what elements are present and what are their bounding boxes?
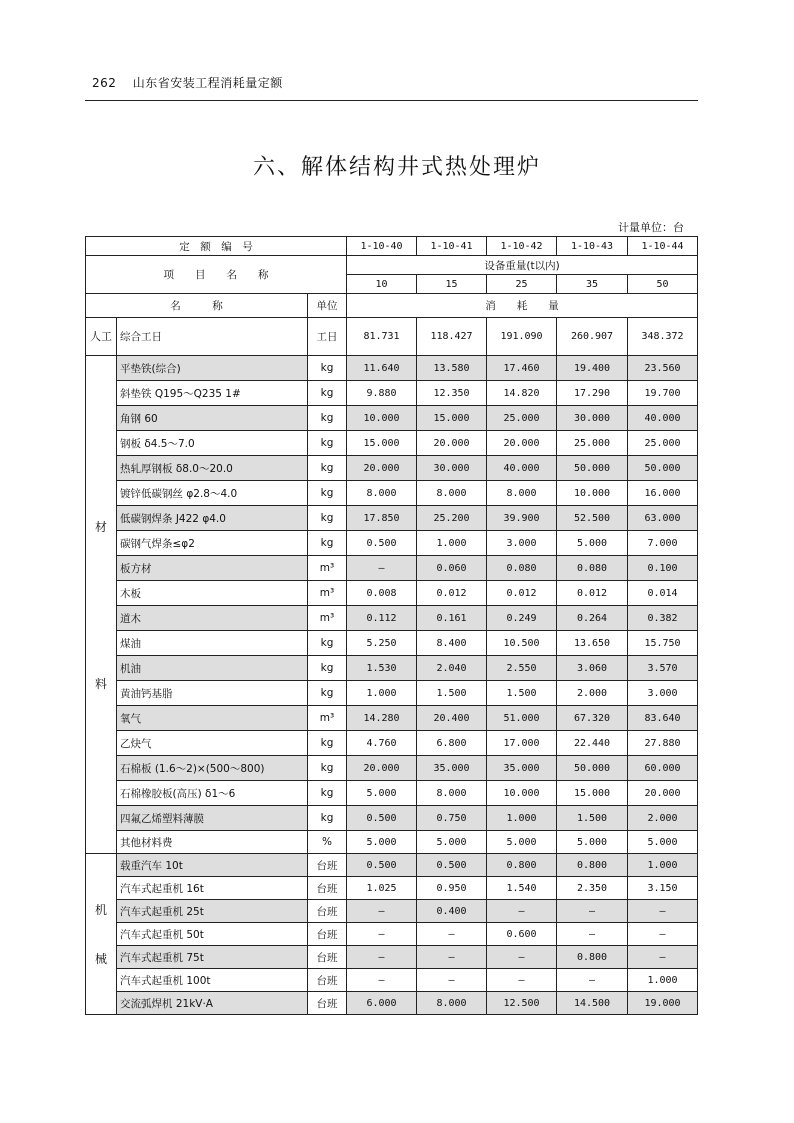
- item-value: 0.249: [487, 606, 557, 631]
- item-value: —: [628, 923, 698, 946]
- page-number: 262: [92, 76, 117, 90]
- item-value: 0.800: [557, 946, 628, 969]
- item-value: 7.000: [628, 531, 698, 556]
- weight-group-label: 设备重量(t以内): [347, 256, 698, 275]
- item-name: 乙炔气: [117, 731, 308, 756]
- item-value: 20.000: [347, 456, 417, 481]
- table-row: [86, 531, 698, 556]
- table-row: [86, 877, 698, 900]
- item-value: —: [487, 969, 557, 992]
- item-value: 2.350: [557, 877, 628, 900]
- item-name: 汽车式起重机 75t: [117, 946, 308, 969]
- item-value: 20.000: [417, 431, 487, 456]
- item-value: 19.000: [628, 992, 698, 1015]
- item-value: 8.400: [417, 631, 487, 656]
- item-unit: 台班: [308, 900, 347, 923]
- item-value: 8.000: [417, 992, 487, 1015]
- item-unit: kg: [308, 381, 347, 406]
- item-unit: kg: [308, 731, 347, 756]
- item-value: 50.000: [557, 756, 628, 781]
- section-title: 六、解体结构井式热处理炉: [252, 155, 541, 180]
- item-name: 镀锌低碳钢丝 φ2.8～4.0: [117, 481, 308, 506]
- item-name: 角钢 60: [117, 406, 308, 431]
- item-value: 5.000: [628, 831, 698, 854]
- quota-code: 1-10-40: [347, 237, 417, 256]
- item-value: —: [347, 969, 417, 992]
- item-value: 51.000: [487, 706, 557, 731]
- item-value: 0.400: [417, 900, 487, 923]
- table-row: [86, 381, 698, 406]
- item-value: 10.000: [487, 781, 557, 806]
- table-row: [86, 581, 698, 606]
- item-value: 15.750: [628, 631, 698, 656]
- table-row: [86, 923, 698, 946]
- item-value: 35.000: [417, 756, 487, 781]
- item-unit: kg: [308, 431, 347, 456]
- item-value: 1.000: [417, 531, 487, 556]
- item-value: 8.000: [417, 481, 487, 506]
- item-name: 黄油钙基脂: [117, 681, 308, 706]
- item-value: 4.760: [347, 731, 417, 756]
- item-value: 8.000: [487, 481, 557, 506]
- category-machinery-char: 械: [94, 952, 107, 966]
- item-name: 氧气: [117, 706, 308, 731]
- item-name: 平垫铁(综合): [117, 356, 308, 381]
- item-unit: 台班: [308, 946, 347, 969]
- table-row: [86, 631, 698, 656]
- item-unit: %: [308, 831, 347, 854]
- item-name: 石棉橡胶板(高压) δ1～6: [117, 781, 308, 806]
- item-unit: kg: [308, 681, 347, 706]
- item-value: 50.000: [557, 456, 628, 481]
- item-value: 0.500: [347, 854, 417, 877]
- item-value: 5.000: [487, 831, 557, 854]
- column-consumption-header: 消 耗 量: [347, 294, 698, 318]
- item-name: 综合工日: [117, 318, 308, 356]
- item-value: 0.161: [417, 606, 487, 631]
- item-unit: 工日: [308, 318, 347, 356]
- item-value: 0.600: [487, 923, 557, 946]
- item-value: 13.650: [557, 631, 628, 656]
- table-row: [86, 854, 698, 877]
- item-unit: kg: [308, 481, 347, 506]
- item-value: —: [628, 946, 698, 969]
- item-unit: kg: [308, 781, 347, 806]
- item-name-label: 项 目 名 称: [86, 256, 347, 294]
- item-value: 14.820: [487, 381, 557, 406]
- category-machinery: [86, 854, 117, 1015]
- item-value: 0.012: [557, 581, 628, 606]
- page-header: [92, 74, 283, 91]
- item-value: 17.460: [487, 356, 557, 381]
- item-unit: kg: [308, 756, 347, 781]
- item-value: 25.200: [417, 506, 487, 531]
- weight-value: 50: [628, 275, 698, 294]
- item-value: 12.350: [417, 381, 487, 406]
- item-value: 40.000: [487, 456, 557, 481]
- item-unit: 台班: [308, 854, 347, 877]
- item-value: 2.000: [557, 681, 628, 706]
- item-value: 1.530: [347, 656, 417, 681]
- item-value: 20.000: [487, 431, 557, 456]
- item-value: 0.950: [417, 877, 487, 900]
- item-value: 2.040: [417, 656, 487, 681]
- item-value: —: [347, 900, 417, 923]
- item-unit: 台班: [308, 877, 347, 900]
- item-unit: m³: [308, 581, 347, 606]
- item-value: 6.000: [347, 992, 417, 1015]
- item-value: 22.440: [557, 731, 628, 756]
- category-materials: [86, 356, 117, 854]
- item-value: —: [347, 923, 417, 946]
- item-value: 20.000: [347, 756, 417, 781]
- quota-code-label: 定 额 编 号: [86, 237, 347, 256]
- item-value: 0.100: [628, 556, 698, 581]
- item-value: 1.000: [347, 681, 417, 706]
- item-value: 0.012: [417, 581, 487, 606]
- item-value: 0.750: [417, 806, 487, 831]
- item-value: 1.540: [487, 877, 557, 900]
- weight-value: 25: [487, 275, 557, 294]
- item-value: 50.000: [628, 456, 698, 481]
- item-value: —: [417, 946, 487, 969]
- table-row: [86, 731, 698, 756]
- item-unit: m³: [308, 556, 347, 581]
- item-value: 0.080: [487, 556, 557, 581]
- item-value: 2.000: [628, 806, 698, 831]
- table-row: [86, 806, 698, 831]
- item-value: 0.800: [557, 854, 628, 877]
- table-row: [86, 318, 698, 356]
- item-value: 19.400: [557, 356, 628, 381]
- quota-table: [85, 236, 698, 1015]
- item-value: 0.500: [347, 531, 417, 556]
- item-value: 1.000: [628, 969, 698, 992]
- quota-code: 1-10-44: [628, 237, 698, 256]
- item-unit: 台班: [308, 923, 347, 946]
- table-row: [86, 606, 698, 631]
- item-value: 81.731: [347, 318, 417, 356]
- item-value: 10.000: [557, 481, 628, 506]
- item-value: 3.150: [628, 877, 698, 900]
- item-unit: 台班: [308, 969, 347, 992]
- table-row: [86, 681, 698, 706]
- item-value: 30.000: [417, 456, 487, 481]
- item-value: 19.700: [628, 381, 698, 406]
- table-row: [86, 506, 698, 531]
- table-row: [86, 946, 698, 969]
- item-name: 热轧厚钢板 δ8.0～20.0: [117, 456, 308, 481]
- item-name: 碳钢气焊条≤φ2: [117, 531, 308, 556]
- item-name: 斜垫铁 Q195～Q235 1#: [117, 381, 308, 406]
- item-unit: m³: [308, 706, 347, 731]
- item-value: 11.640: [347, 356, 417, 381]
- item-unit: kg: [308, 631, 347, 656]
- item-name: 低碳钢焊条 J422 φ4.0: [117, 506, 308, 531]
- item-value: 15.000: [417, 406, 487, 431]
- category-labor: 人工: [86, 318, 117, 356]
- item-value: 3.000: [628, 681, 698, 706]
- item-value: 17.000: [487, 731, 557, 756]
- item-value: 23.560: [628, 356, 698, 381]
- table-row: [86, 969, 698, 992]
- item-value: 1.500: [417, 681, 487, 706]
- item-value: 60.000: [628, 756, 698, 781]
- item-value: 63.000: [628, 506, 698, 531]
- item-value: 1.000: [487, 806, 557, 831]
- item-value: —: [487, 900, 557, 923]
- item-name: 木板: [117, 581, 308, 606]
- item-name: 交流弧焊机 21kV·A: [117, 992, 308, 1015]
- item-value: 10.500: [487, 631, 557, 656]
- item-value: 25.000: [487, 406, 557, 431]
- item-value: 5.000: [347, 831, 417, 854]
- item-unit: kg: [308, 406, 347, 431]
- item-value: 5.250: [347, 631, 417, 656]
- item-value: 0.264: [557, 606, 628, 631]
- item-value: 40.000: [628, 406, 698, 431]
- category-materials-char: 料: [94, 676, 107, 691]
- table-row: [86, 831, 698, 854]
- item-value: —: [557, 900, 628, 923]
- item-value: 15.000: [557, 781, 628, 806]
- item-unit: kg: [308, 456, 347, 481]
- item-value: 20.400: [417, 706, 487, 731]
- item-value: 15.000: [347, 431, 417, 456]
- item-value: 1.000: [628, 854, 698, 877]
- item-value: 0.500: [347, 806, 417, 831]
- item-value: 191.090: [487, 318, 557, 356]
- table-row: [86, 406, 698, 431]
- table-row: [86, 456, 698, 481]
- item-value: 9.880: [347, 381, 417, 406]
- item-unit: m³: [308, 606, 347, 631]
- item-value: 12.500: [487, 992, 557, 1015]
- item-unit: kg: [308, 806, 347, 831]
- item-value: 0.014: [628, 581, 698, 606]
- table-row: [86, 656, 698, 681]
- item-value: —: [628, 900, 698, 923]
- item-value: —: [557, 923, 628, 946]
- item-unit: kg: [308, 356, 347, 381]
- item-value: 67.320: [557, 706, 628, 731]
- item-value: 8.000: [347, 481, 417, 506]
- table-row: [86, 556, 698, 581]
- table-row: [86, 706, 698, 731]
- item-value: 0.800: [487, 854, 557, 877]
- item-value: 6.800: [417, 731, 487, 756]
- item-name: 汽车式起重机 25t: [117, 900, 308, 923]
- item-value: 118.427: [417, 318, 487, 356]
- item-value: 30.000: [557, 406, 628, 431]
- item-unit: kg: [308, 506, 347, 531]
- table-row: [86, 900, 698, 923]
- item-value: 83.640: [628, 706, 698, 731]
- item-value: 3.060: [557, 656, 628, 681]
- item-unit: kg: [308, 656, 347, 681]
- item-value: 5.000: [417, 831, 487, 854]
- item-name: 石棉板 (1.6～2)×(500～800): [117, 756, 308, 781]
- item-unit: 台班: [308, 992, 347, 1015]
- item-value: 1.500: [557, 806, 628, 831]
- item-value: —: [557, 969, 628, 992]
- item-unit: kg: [308, 531, 347, 556]
- item-name: 板方材: [117, 556, 308, 581]
- item-value: 16.000: [628, 481, 698, 506]
- item-name: 汽车式起重机 50t: [117, 923, 308, 946]
- category-machinery-char: 机: [94, 903, 107, 917]
- item-value: 27.880: [628, 731, 698, 756]
- book-title: 山东省安装工程消耗量定额: [132, 76, 283, 90]
- table-row: [86, 781, 698, 806]
- table-row: [86, 356, 698, 381]
- item-value: 14.280: [347, 706, 417, 731]
- item-value: 14.500: [557, 992, 628, 1015]
- weight-value: 10: [347, 275, 417, 294]
- item-value: —: [417, 923, 487, 946]
- item-value: 8.000: [417, 781, 487, 806]
- item-value: 0.500: [417, 854, 487, 877]
- item-name: 汽车式起重机 16t: [117, 877, 308, 900]
- table-row: [86, 992, 698, 1015]
- item-value: 1.500: [487, 681, 557, 706]
- item-value: 17.850: [347, 506, 417, 531]
- item-value: 25.000: [628, 431, 698, 456]
- category-materials-char: 材: [94, 519, 107, 534]
- item-name: 载重汽车 10t: [117, 854, 308, 877]
- item-value: 0.382: [628, 606, 698, 631]
- weight-value: 35: [557, 275, 628, 294]
- table-row: [86, 481, 698, 506]
- item-name: 汽车式起重机 100t: [117, 969, 308, 992]
- quota-code: 1-10-42: [487, 237, 557, 256]
- table-row: [86, 431, 698, 456]
- item-value: 0.060: [417, 556, 487, 581]
- unit-note: 计量单位：台: [618, 221, 684, 234]
- item-value: 52.500: [557, 506, 628, 531]
- item-value: 35.000: [487, 756, 557, 781]
- item-name: 煤油: [117, 631, 308, 656]
- table-row: [86, 756, 698, 781]
- item-value: 0.080: [557, 556, 628, 581]
- weight-value: 15: [417, 275, 487, 294]
- item-value: 348.372: [628, 318, 698, 356]
- item-value: 13.580: [417, 356, 487, 381]
- item-value: 0.008: [347, 581, 417, 606]
- item-value: —: [347, 556, 417, 581]
- item-value: 5.000: [557, 831, 628, 854]
- item-value: 25.000: [557, 431, 628, 456]
- item-name: 道木: [117, 606, 308, 631]
- column-unit-header: 单位: [308, 294, 347, 318]
- item-name: 四氟乙烯塑料薄膜: [117, 806, 308, 831]
- item-value: 39.900: [487, 506, 557, 531]
- item-value: 5.000: [347, 781, 417, 806]
- item-value: 10.000: [347, 406, 417, 431]
- item-value: 0.112: [347, 606, 417, 631]
- item-value: 260.907: [557, 318, 628, 356]
- item-value: 1.025: [347, 877, 417, 900]
- item-name: 机油: [117, 656, 308, 681]
- item-value: —: [487, 946, 557, 969]
- item-value: 0.012: [487, 581, 557, 606]
- quota-code: 1-10-43: [557, 237, 628, 256]
- item-value: —: [347, 946, 417, 969]
- item-name: 钢板 δ4.5～7.0: [117, 431, 308, 456]
- item-value: 3.000: [487, 531, 557, 556]
- item-value: 17.290: [557, 381, 628, 406]
- item-value: 2.550: [487, 656, 557, 681]
- column-name-header: 名 称: [86, 294, 308, 318]
- item-value: 20.000: [628, 781, 698, 806]
- quota-code: 1-10-41: [417, 237, 487, 256]
- item-value: —: [417, 969, 487, 992]
- header-rule: [85, 100, 698, 101]
- item-value: 5.000: [557, 531, 628, 556]
- item-value: 3.570: [628, 656, 698, 681]
- item-name: 其他材料费: [117, 831, 308, 854]
